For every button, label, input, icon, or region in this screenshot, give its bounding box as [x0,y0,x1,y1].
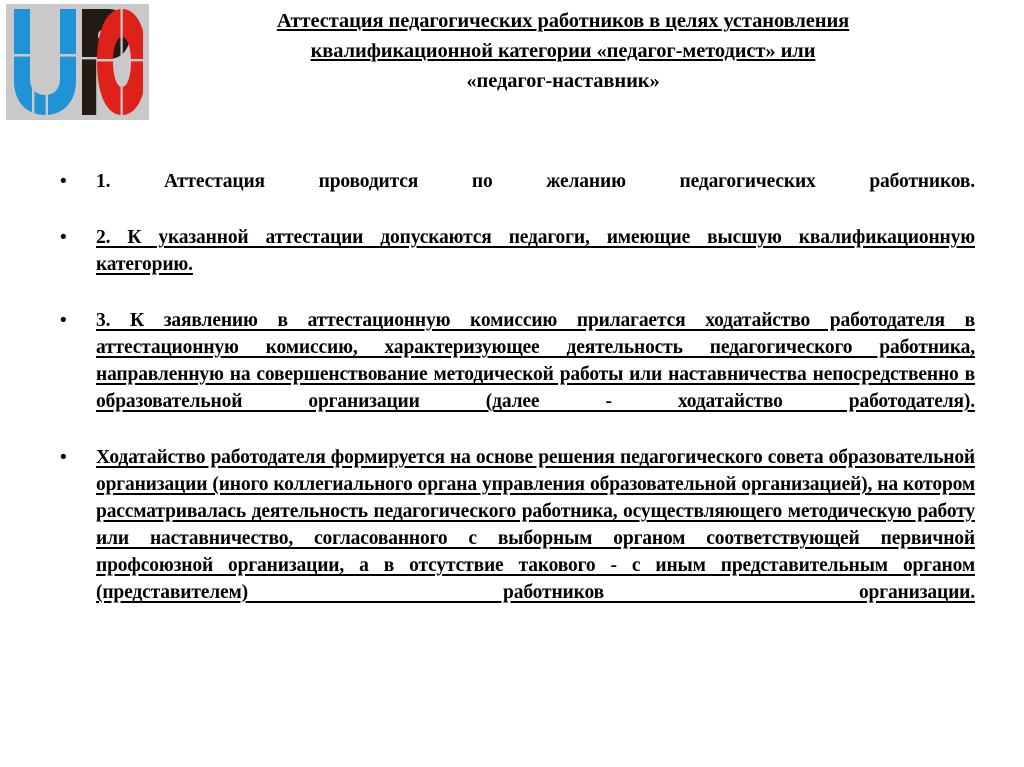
list-item [0,444,1024,633]
list-item [0,224,1024,305]
list-item-text: Ходатайство работодателя формируется на основе решения педагогического совета образовательной организации (иного коллегиального органа управления образовательной организацией), на котором рассматривалась деятельность педагогического работника, осуществляющего методическую работу или наставничество, согласованного с выборным органом соответствующей первичной профсоюзной организации, а в отсутствие такового - с иным представительным органом (представителем) работников организации. [96,447,975,603]
list-item-text: 3. К заявлению в аттестационную комиссию прилагается ходатайство работодателя в аттестационную комиссию, характеризующее деятельность педагогического работника, направленную на совершенствование методической работы или наставничества непосредственно в образовательной организации (далее - ходатайство работодателя). [96,310,975,412]
bullet-list [0,168,1024,635]
list-item [0,307,1024,442]
bullet-marker-icon: • [60,171,67,192]
title-line-3-text: «педагог-наставник» [466,70,660,92]
list-item-text: 1. Аттестация проводится по желанию педагогических работников. [96,171,975,192]
title-line-2 [160,36,966,66]
title-line-1 [160,6,966,36]
slide-header [0,0,1024,130]
list-item-text: 2. К указанной аттестации допускаются педагоги, имеющие высшую квалификационную категорию. [96,227,975,275]
bullet-marker-icon: • [60,227,67,248]
logo-letter-o-icon [97,9,143,115]
list-item [0,168,1024,222]
upo-logo [6,4,149,120]
upo-logo-letters [12,7,143,117]
title-line-2-text: квалификационной категории «педагог-методист» или [310,40,816,62]
title-line-3 [160,66,966,96]
slide-title [160,6,966,96]
bullet-marker-icon: • [60,447,67,468]
title-line-1-text: Аттестация педагогических работников в целях установления [276,10,850,32]
bullet-marker-icon: • [60,310,67,331]
